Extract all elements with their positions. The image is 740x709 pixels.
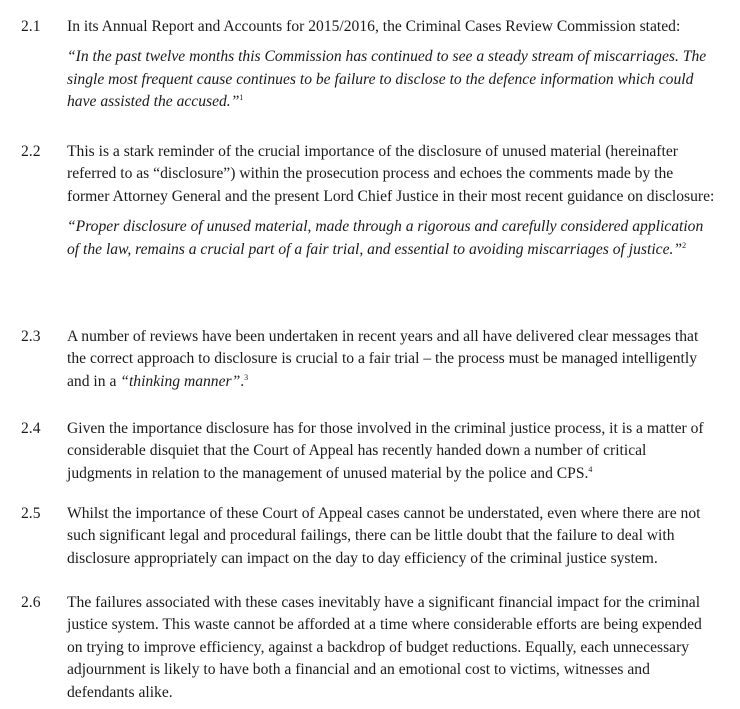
paragraph-text: Whilst the importance of these Court of Appeal cases cannot be understated, even where there are not such significant legal and procedural failings, there can be little doubt that the failure to deal with disclosure appropriately can impact on the day to day efficiency of the criminal justice system. <box>67 505 701 567</box>
paragraph-number: 2.1 <box>21 18 41 35</box>
paragraph-text: In its Annual Report and Accounts for 2015/2016, the Criminal Cases Review Commission stated: <box>67 18 681 35</box>
footnote-marker[interactable]: 4 <box>588 464 593 474</box>
paragraph-text <box>67 326 715 393</box>
paragraph-text-run: Given the importance disclosure has for those involved in the criminal justice process, it is a matter of considerable disquiet that the Court of Appeal has recently handed down a number of critical judgments in relation to the management of unused material by the police and CPS. <box>67 420 704 482</box>
block-quote <box>67 216 715 261</box>
block-quote <box>67 46 715 113</box>
paragraph-text: The failures associated with these cases inevitably have a significant financial impact for the criminal justice system. This waste cannot be afforded at a time where considerable efforts are being expended on trying to improve efficiency, against a backdrop of budget reductions. Equally, each unnecessary adjournment is likely to have both a financial and an emotional cost to victims, witnesses and defendants alike. <box>67 594 702 701</box>
paragraph-number: 2.3 <box>21 328 41 345</box>
paragraph-text-run: A number of reviews have been undertaken in recent years and all have delivered clear messages that the correct approach to disclosure is crucial to a fair trial – the process must be managed intelligently and in a <box>67 328 699 390</box>
footnote-marker[interactable]: 1 <box>239 93 244 103</box>
paragraph-number: 2.2 <box>21 143 41 160</box>
paragraph-body <box>67 592 715 704</box>
footnote-marker[interactable]: 3 <box>244 372 249 382</box>
emphasis-text: “thinking manner” <box>120 372 241 390</box>
paragraph-number: 2.5 <box>21 505 41 522</box>
paragraph-suffix: . <box>240 372 245 390</box>
paragraph-number: 2.4 <box>21 420 41 437</box>
quote-text: “Proper disclosure of unused material, made through a rigorous and carefully considered application of the law, remains a crucial part of a fair trial, and essential to avoiding miscarriages of justice.” <box>67 218 704 258</box>
paragraph-body <box>67 503 715 570</box>
paragraph-body <box>67 141 715 261</box>
paragraph-text: This is a stark reminder of the crucial importance of the disclosure of unused material (hereinafter referred to as “disclosure”) within the prosecution process and echoes the comments made by the former Attorney General and the present Lord Chief Justice in their most recent guidance on disclosure: <box>67 143 715 205</box>
paragraph-body <box>67 418 715 485</box>
quote-text: “In the past twelve months this Commission has continued to see a steady stream of miscarriages. The single most frequent cause continues to be failure to disclose to the defence information which could have assisted the accused.” <box>67 48 707 111</box>
footnote-marker[interactable]: 2 <box>682 240 687 250</box>
paragraph-number: 2.6 <box>21 594 41 611</box>
paragraph-text <box>67 418 715 485</box>
paragraph-body <box>67 16 715 114</box>
paragraph-body <box>67 326 715 393</box>
